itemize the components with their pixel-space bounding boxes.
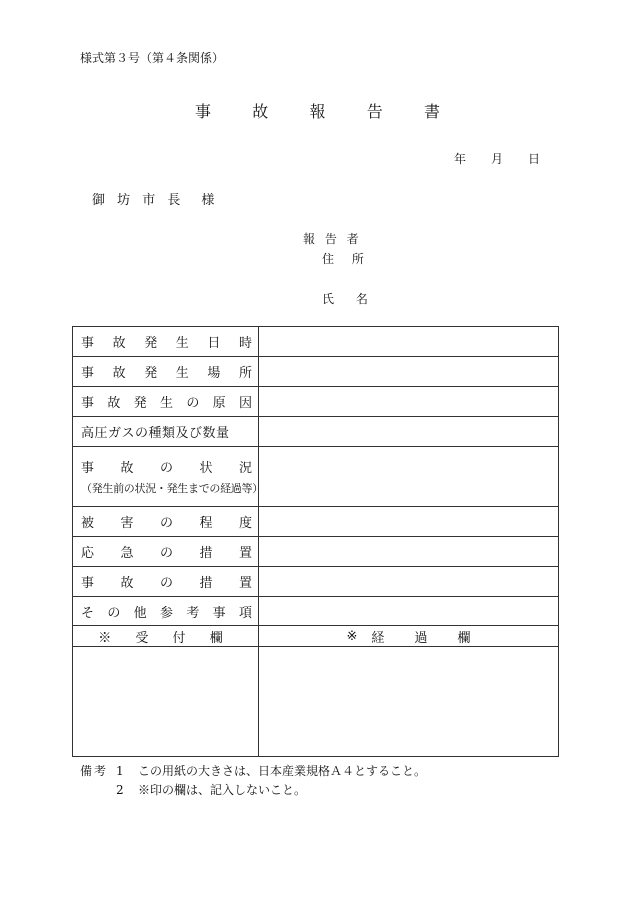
row-label-accident-measures [73, 567, 259, 596]
notes-label: 備考 [80, 764, 109, 778]
label-char: 事 [81, 576, 95, 591]
note-number: 1 [116, 764, 124, 778]
title-char: 報 [309, 102, 326, 121]
progress-header-char: 過 [414, 630, 428, 646]
label-char: 事 [212, 605, 226, 621]
title-char: 書 [423, 102, 440, 121]
date-day: 日 [527, 152, 540, 166]
label-char: 度 [238, 516, 252, 531]
report-form-table [72, 326, 559, 757]
label-char: 場 [207, 366, 221, 381]
label-char: 置 [238, 546, 252, 561]
label-char: 他 [133, 605, 147, 621]
progress-header-char: 欄 [457, 630, 471, 646]
label-text: 高圧ガスの種類及び数量 [81, 426, 230, 441]
label-char: 故 [120, 576, 134, 591]
label-char: の [107, 605, 121, 621]
office-use-header [73, 625, 558, 647]
reporter-name-label: 氏 名 [322, 292, 377, 306]
table-row [73, 327, 558, 357]
notes-line-2 [116, 781, 306, 798]
accident-measures-field[interactable] [259, 567, 558, 596]
label-char: 生 [159, 396, 173, 411]
label-char: 原 [212, 396, 226, 411]
label-char: 生 [175, 366, 189, 381]
date-month: 月 [490, 152, 503, 166]
label-char: 時 [238, 336, 252, 351]
note-text: この用紙の大きさは、日本産業規格Ａ４とすること。 [138, 764, 427, 778]
reporter-address-label: 住 所 [322, 252, 371, 266]
note-number: 2 [116, 783, 124, 797]
label-char: 事 [81, 461, 95, 476]
label-char: 生 [175, 336, 189, 351]
label-char: の [159, 461, 173, 476]
label-char: 故 [112, 366, 126, 381]
label-char: の [186, 396, 200, 411]
occurrence-place-field[interactable] [259, 357, 558, 386]
reception-box [73, 647, 259, 756]
progress-header [259, 626, 558, 646]
label-char: 参 [159, 605, 173, 621]
progress-header-char: 経 [371, 630, 385, 646]
label-char: の [159, 576, 173, 591]
situation-sublabel: （発生前の状況・発生までの経過等） [81, 482, 263, 495]
row-label-cause [73, 387, 259, 416]
row-label-damage-extent [73, 507, 259, 536]
table-row [73, 537, 558, 567]
label-char: 因 [238, 396, 252, 411]
form-number: 様式第３号（第４条関係） [80, 51, 225, 65]
gas-type-quantity-field[interactable] [259, 417, 558, 446]
damage-extent-field[interactable] [259, 507, 558, 536]
label-char: 発 [133, 396, 147, 411]
emergency-measures-field[interactable] [259, 537, 558, 566]
label-char: 故 [107, 396, 121, 411]
row-label-other-references [73, 597, 259, 625]
label-char: 発 [144, 366, 158, 381]
label-char: 措 [199, 576, 213, 591]
label-char: そ [81, 605, 95, 621]
note-text: ※印の欄は、記入しないこと。 [138, 783, 307, 797]
title-char: 告 [366, 102, 383, 121]
label-char: 措 [199, 546, 213, 561]
date-line [454, 150, 540, 167]
addressee: 御 坊 市 長 様 [92, 193, 219, 208]
label-char: の [159, 516, 173, 531]
label-char: 事 [81, 336, 95, 351]
row-label-gas-type-quantity [73, 417, 259, 446]
table-row [73, 357, 558, 387]
document-title [195, 99, 440, 122]
label-char: 事 [81, 366, 95, 381]
occurrence-datetime-field[interactable] [259, 327, 558, 356]
label-char: 害 [120, 516, 134, 531]
label-char: 被 [81, 516, 95, 531]
table-row [73, 417, 558, 447]
label-char: 状 [199, 461, 213, 476]
label-char: 発 [144, 336, 158, 351]
other-references-field[interactable] [259, 597, 558, 625]
row-label-emergency-measures [73, 537, 259, 566]
title-char: 事 [195, 102, 212, 121]
label-char: 応 [81, 546, 95, 561]
label-char: 所 [238, 366, 252, 381]
title-char: 故 [252, 102, 269, 121]
label-char: 故 [120, 461, 134, 476]
label-char: 故 [112, 336, 126, 351]
notes-line-1 [80, 762, 426, 779]
table-row [73, 597, 558, 625]
row-label-situation [73, 447, 263, 506]
progress-header-char: ※ [346, 628, 358, 644]
table-row [73, 507, 558, 537]
row-label-occurrence-place [73, 357, 259, 386]
date-year: 年 [454, 152, 467, 166]
label-char: 程 [199, 516, 213, 531]
situation-field[interactable] [259, 447, 558, 506]
label-char: 置 [238, 576, 252, 591]
row-label-occurrence-datetime [73, 327, 259, 356]
label-char: 考 [186, 605, 200, 621]
table-row [73, 567, 558, 597]
cause-field[interactable] [259, 387, 558, 416]
label-char: 急 [120, 546, 134, 561]
label-char: 日 [207, 336, 221, 351]
label-char: 況 [238, 461, 252, 476]
reporter-label: 報 告 者 [303, 232, 362, 246]
progress-box [259, 647, 558, 756]
reception-header: ※ 受 付 欄 [73, 626, 259, 646]
table-row [73, 447, 558, 507]
label-char: 事 [81, 396, 95, 411]
label-char: 項 [238, 605, 252, 621]
table-row [73, 387, 558, 417]
label-char: の [159, 546, 173, 561]
